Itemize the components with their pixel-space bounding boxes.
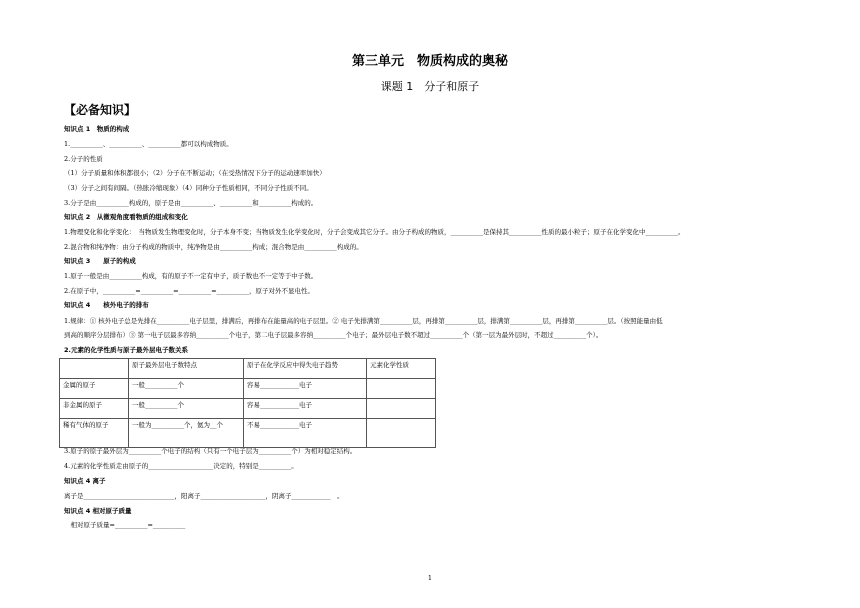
knowledge-point-heading: 知识点 2 从微观角度看物质的组成和变化 (64, 213, 188, 221)
text-line: 2.混合物和纯净物：由分子构成的物质中，纯净物是由__________构成；混合物是由__________构成的。 (64, 243, 363, 251)
table-cell: 一般为__________个，氦为__个 (129, 419, 244, 448)
table-cell: 容易____________电子 (244, 379, 367, 399)
element-property-table (59, 358, 436, 448)
table-cell: 不易____________电子 (244, 419, 367, 448)
table-cell: 非金属的原子 (60, 399, 129, 419)
text-line: 2.在原子中，__________=__________=__________=__________，原子对外不显电性。 (64, 287, 315, 295)
text-line: 到高的顺序分层排布）③ 第一电子层最多容纳__________个电子，第二电子层最多容纳__________个电子；最外层电子数不超过__________个（第一层为最外层时，不超过__________个）。 (64, 331, 603, 339)
table-cell (60, 359, 129, 379)
knowledge-point-heading: 知识点 4 核外电子的排布 (64, 301, 149, 309)
table-cell: 元素化学性质 (367, 359, 436, 379)
table-cell (367, 379, 436, 399)
text-line: 离子是____________________________，阳离子____________________，阴离子____________ 。 (64, 492, 344, 500)
text-line: 3.原子的原子最外层为__________个电子的结构（只有一个电子层为__________个）为相对稳定结构。 (64, 447, 357, 455)
table-cell: 一般__________个 (129, 379, 244, 399)
page-subtitle: 课题 1 分子和原子 (380, 80, 480, 93)
knowledge-point-heading: 知识点 1 物质的构成 (64, 125, 130, 133)
text-line: 2.分子的性质 (64, 155, 103, 163)
table-cell: 原子最外层电子数特点 (129, 359, 244, 379)
table-row (60, 399, 436, 419)
text-line: （1）分子质量和体积都很小；（2）分子在不断运动；（在受热情况下分子的运动速率加快） (64, 169, 326, 177)
text-line: 1.物理变化和化学变化： 当物质发生物理变化时，分子本身不变；当物质发生化学变化时，分子会变成其它分子。由分子构成的物质，__________是保持其__________性质的最小粒子；原子在化学变化中__________。 (64, 228, 685, 236)
table-row (60, 419, 436, 448)
text-line: 相对原子质量=__________=__________ (64, 521, 186, 529)
table-cell: 容易____________电子 (244, 399, 367, 419)
section-heading: 【必备知识】 (64, 103, 137, 117)
text-line: （3）分子之间有间隔。（热胀冷缩现象）（4）同种分子性质相同，不同分子性质不同。 (64, 184, 313, 192)
text-line: 1.__________、__________、__________都可以构成物质。 (64, 140, 233, 148)
page-title: 第三单元 物质构成的奥秘 (351, 54, 508, 69)
table-row (60, 379, 436, 399)
table-header-row (60, 359, 436, 379)
table-cell (367, 419, 436, 448)
table-cell: 一般__________个 (129, 399, 244, 419)
table-cell: 原子在化学反应中得失电子趋势 (244, 359, 367, 379)
table-cell: 金属的原子 (60, 379, 129, 399)
knowledge-point-heading: 知识点 4 相对原子质量 (64, 507, 132, 515)
knowledge-point-heading: 知识点 4 离子 (64, 477, 106, 485)
text-line: 3.分子是由__________构成的，原子是由__________、__________和__________构成的。 (64, 199, 318, 207)
text-line: 1.规律：① 核外电子总是先排在__________电子层里，排满后，再排布在能量高的电子层里。② 电子先排满第__________层，再排第__________层，排满第__________层，再排第__________层。（按照能量由低 (64, 317, 663, 325)
page-number: 1 (427, 574, 433, 582)
text-line: 4.元素的化学性质走由原子的____________________决定的，特别是__________。 (64, 462, 298, 470)
table-cell (367, 399, 436, 419)
table-cell: 稀有气体的原子 (60, 419, 129, 448)
knowledge-point-heading: 知识点 3 原子的构成 (64, 257, 136, 265)
knowledge-point-heading: 2.元素的化学性质与原子最外层电子数关系 (64, 346, 188, 354)
text-line: 1.原子一般是由__________构成，有的原子不一定有中子，质子数也不一定等于中子数。 (64, 272, 318, 280)
